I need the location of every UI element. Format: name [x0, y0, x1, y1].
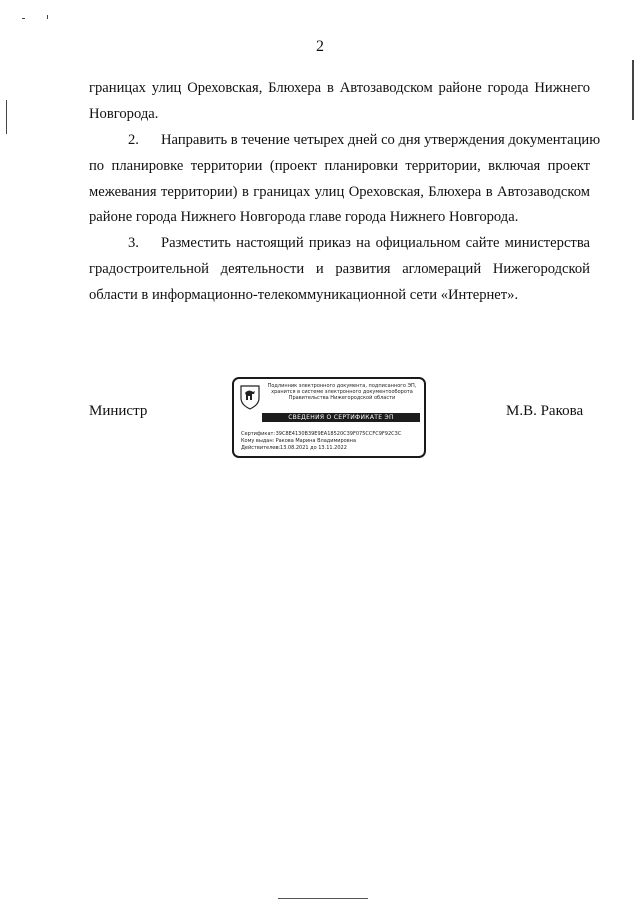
paragraph-1-line-1: границах улиц Ореховская, Блюхера в Автозаводском районе города Нижнего	[89, 80, 590, 96]
page-number: 2	[316, 38, 324, 55]
margin-mark-right	[632, 60, 634, 120]
paragraph-3-number: 3.	[128, 235, 139, 251]
paragraph-2-line-4: районе города Нижнего Новгорода главе города Нижнего Новгорода.	[89, 209, 519, 225]
stamp-validity-row	[241, 445, 347, 451]
bottom-rule	[278, 898, 368, 899]
validity-label: Действителен:	[241, 445, 281, 451]
owner-label: Кому выдан:	[241, 438, 275, 444]
signer-name: М.В. Ракова	[506, 403, 584, 419]
stamp-owner-row	[241, 438, 356, 444]
paragraph-2-line-3: межевания территории) в границах улиц Ореховская, Блюхера в Автозаводском	[89, 184, 590, 200]
paragraph-1-line-2: Новгорода.	[89, 106, 159, 122]
validity-value: с 13.08.2021 до 13.11.2022	[275, 445, 347, 451]
paragraph-2-line-1: Направить в течение четырех дней со дня утверждения документацию	[161, 132, 601, 148]
margin-mark-left	[6, 100, 7, 134]
margin-dot-top-2	[47, 15, 48, 19]
coat-of-arms-icon	[239, 384, 261, 410]
stamp-certificate-row	[241, 431, 401, 437]
paragraph-3-line-3: области в информационно-телекоммуникационной сети «Интернет».	[89, 287, 519, 303]
paragraph-3-line-2: градостроительной деятельности и развития агломераций Нижегородской	[89, 261, 590, 277]
stamp-header-line-3: Правительства Нижегородской области	[288, 395, 396, 401]
paragraph-2-number: 2.	[128, 132, 139, 148]
stamp-header-line-1: Подлинник электронного документа, подписанного ЭП,	[267, 383, 417, 389]
paragraph-3-line-1: Разместить настоящий приказ на официальном сайте министерства	[161, 235, 590, 251]
paragraph-2-line-2: по планировке территории (проект планировки территории, включая проект	[89, 158, 590, 174]
stamp-header-line-2: хранится в системе электронного документооборота	[271, 389, 413, 395]
electronic-signature-stamp	[232, 377, 426, 458]
stamp-bar: СВЕДЕНИЯ О СЕРТИФИКАТЕ ЭП	[262, 413, 420, 422]
signer-title: Министр	[89, 403, 148, 419]
certificate-label: Сертификат:	[241, 431, 276, 437]
margin-dot-top-1	[22, 18, 25, 19]
certificate-value: 39C8E4130B39E9EA18520C39F075CCFC9F92C3C	[275, 431, 402, 437]
stamp-header	[262, 383, 422, 401]
owner-value: Ракова Марина Владимировна	[275, 438, 357, 444]
